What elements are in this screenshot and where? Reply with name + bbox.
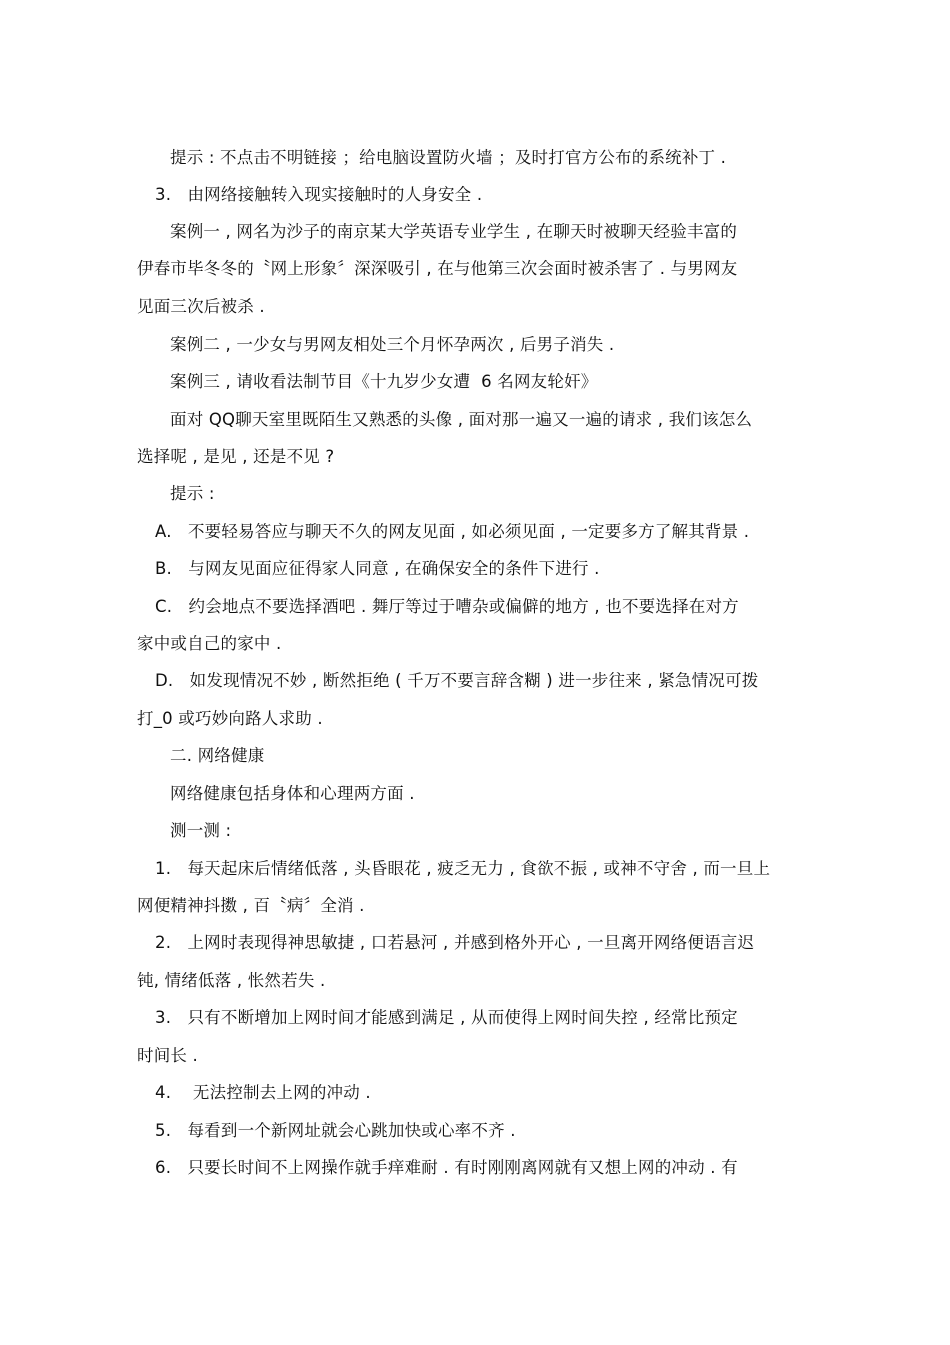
text-line-test-label: 测一测 : bbox=[170, 821, 232, 840]
text-line-item-d-cont: 打_0 或巧妙向路人求助 . bbox=[137, 709, 323, 728]
text-line-hint-security: 提示 : 不点击不明链接 ；给电脑设置防火墙 ；及时打官方公布的系统补丁 . bbox=[170, 148, 727, 167]
text-line-item-d: D. 如发现情况不妙 , 断然拒绝 ( 千万不要言辞含糊 ) 进一步往来 , 紧急情况可拨 bbox=[155, 671, 759, 690]
text-line-case-1-end: 见面三次后被杀 . bbox=[137, 297, 265, 316]
text-line-test-5: 5. 每看到一个新网址就会心跳加快或心率不齐 . bbox=[155, 1121, 516, 1140]
text-line-item-b: B. 与网友见面应征得家人同意 , 在确保安全的条件下进行 . bbox=[155, 559, 600, 578]
text-line-hint-label: 提示 : bbox=[170, 484, 215, 503]
text-line-item-c: C. 约会地点不要选择酒吧 . 舞厅等过于嘈杂或偏僻的地方 , 也不要选择在对方 bbox=[155, 597, 739, 616]
text-line-case-3: 案例三 , 请收看法制节目《十九岁少女遭 6 名网友轮奸》 bbox=[170, 372, 598, 391]
text-line-item-3-heading: 3. 由网络接触转入现实接触时的人身安全 . bbox=[155, 185, 483, 204]
text-line-case-2: 案例二 , 一少女与男网友相处三个月怀孕两次 , 后男子消失 . bbox=[170, 335, 615, 354]
text-line-test-1: 1. 每天起床后情绪低落 , 头昏眼花 , 疲乏无力 , 食欲不振 , 或神不守舍 , 而一旦上 bbox=[155, 859, 771, 878]
text-line-question: 面对 QQ聊天室里既陌生又熟悉的头像 , 面对那一遍又一遍的请求 , 我们该怎么 bbox=[170, 410, 753, 429]
text-line-test-6: 6. 只要长时间不上网操作就手痒难耐 . 有时刚刚离网就有又想上网的冲动 . 有 bbox=[155, 1158, 738, 1177]
text-line-case-1-cont: 伊春市毕冬冬的〝网上形象〞深深吸引 , 在与他第三次会面时被杀害了 . 与男网友 bbox=[137, 259, 738, 278]
text-line-item-a: A. 不要轻易答应与聊天不久的网友见面 , 如必须见面 , 一定要多方了解其背景 . bbox=[155, 522, 750, 541]
text-line-question-end: 选择呢 , 是见 , 还是不见 ? bbox=[137, 447, 335, 466]
text-line-test-3-cont: 时间长 . bbox=[137, 1046, 198, 1065]
text-line-test-3: 3. 只有不断增加上网时间才能感到满足 , 从而使得上网时间失控 , 经常比预定 bbox=[155, 1008, 738, 1027]
text-line-test-2: 2. 上网时表现得神思敏捷 , 口若悬河 , 并感到格外开心 , 一旦离开网络便语言迟 bbox=[155, 933, 755, 952]
section-heading-network-health: 二. 网络健康 bbox=[170, 746, 265, 765]
text-line-test-2-cont: 钝, 情绪低落 , 怅然若失 . bbox=[137, 971, 326, 990]
text-line-test-4: 4. 无法控制去上网的冲动 . bbox=[155, 1083, 371, 1102]
text-line-case-1: 案例一 , 网名为沙子的南京某大学英语专业学生 , 在聊天时被聊天经验丰富的 bbox=[170, 222, 738, 241]
text-line-item-c-cont: 家中或自己的家中 . bbox=[137, 634, 282, 653]
text-line-test-1-cont: 网便精神抖擞 , 百〝病〞全消 . bbox=[137, 896, 365, 915]
text-line-health-intro: 网络健康包括身体和心理两方面 . bbox=[170, 784, 415, 803]
